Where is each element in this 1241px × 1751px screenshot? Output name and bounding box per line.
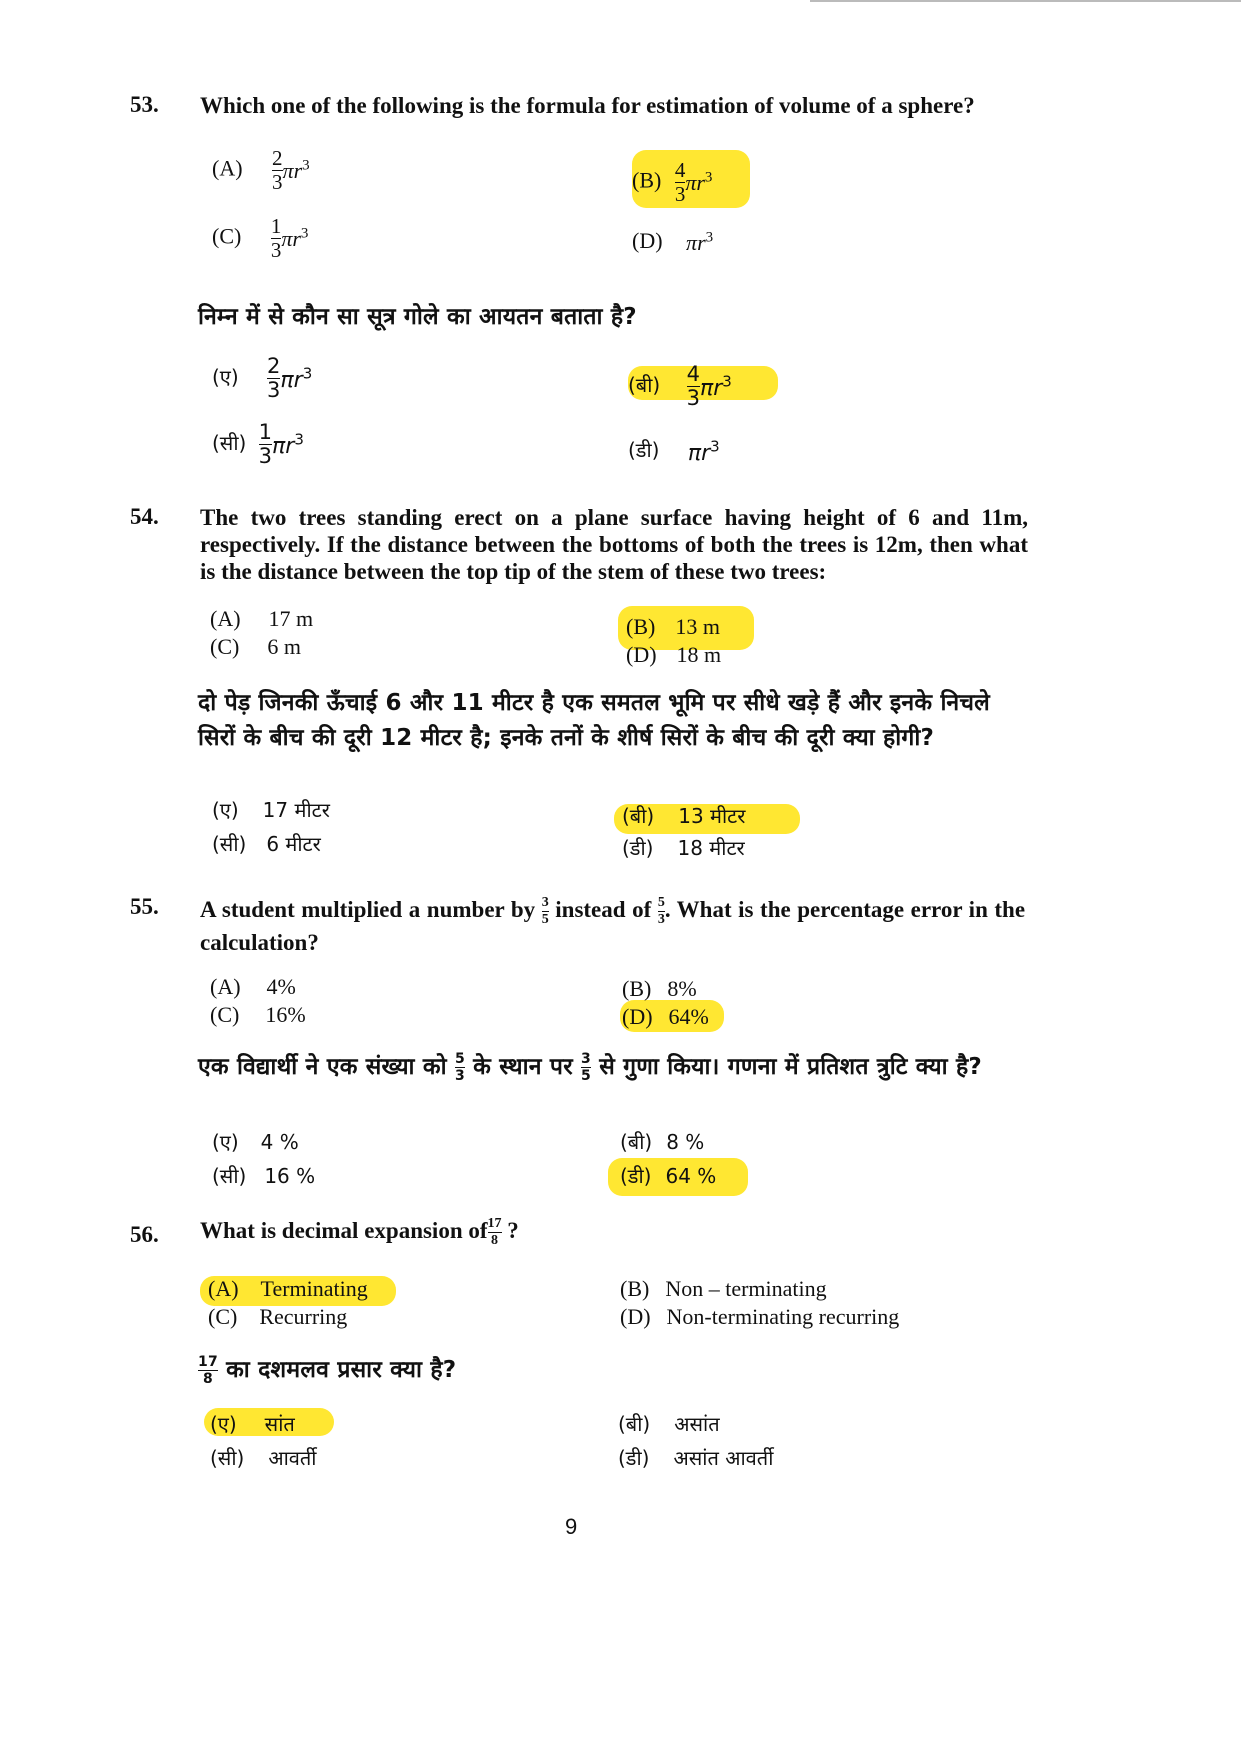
option-c	[210, 1002, 306, 1028]
option-value: 64%	[668, 1004, 709, 1029]
hindi-option-c	[212, 1162, 315, 1189]
option-d	[620, 1304, 899, 1330]
fraction: $\frac{4}{3}$	[674, 158, 686, 206]
hindi-option-a	[212, 796, 330, 823]
hindi-option-a	[212, 1128, 299, 1155]
option-label: (डी)	[628, 438, 660, 462]
option-value: 18 m	[676, 642, 722, 667]
option-value: 13 मीटर	[678, 804, 746, 828]
option-c	[212, 216, 308, 261]
option-label: (D)	[622, 1004, 653, 1029]
page-number: 9	[565, 1514, 578, 1539]
option-label: (B)	[626, 614, 656, 639]
pi-r-cubed: $\pi r^3$	[281, 225, 309, 251]
option-c	[208, 1304, 347, 1330]
option-value: सांत	[264, 1412, 295, 1436]
question-number: 54.	[130, 504, 159, 529]
pi-r-cubed: $\pi r^3$	[699, 372, 732, 401]
fraction: $\frac{3}{5}$	[581, 1051, 591, 1084]
option-label: (C)	[212, 223, 242, 249]
option-label: (C)	[210, 1002, 240, 1027]
option-a	[210, 606, 313, 632]
option-label: (A)	[208, 1276, 239, 1301]
question-number: 55.	[130, 894, 159, 919]
option-value: Terminating	[260, 1276, 368, 1301]
option-label: (बी)	[628, 373, 661, 397]
fraction: $\frac{2}{3}$	[267, 354, 281, 402]
pi-r-cubed: $\pi r^3$	[280, 364, 313, 393]
question-number: 53.	[130, 92, 159, 117]
option-label: (D)	[620, 1304, 651, 1329]
option-label: (ए)	[212, 365, 239, 389]
option-value: Recurring	[259, 1304, 348, 1329]
hindi-question-text: निम्न में से कौन सा सूत्र गोले का आयतन बताता है?	[198, 304, 637, 330]
hindi-question-text: $\frac{17}{8}$ का दशमलव प्रसार क्या है?	[198, 1354, 457, 1387]
pi-r-cubed: $\pi r^3$	[687, 437, 720, 466]
hindi-option-b	[622, 802, 745, 829]
option-label: (C)	[208, 1304, 238, 1329]
option-label: (B)	[622, 976, 652, 1001]
option-c	[210, 634, 301, 660]
fraction: $\frac{3}{5}$	[541, 895, 549, 928]
option-d	[622, 1004, 709, 1030]
fraction: $\frac{1}{3}$	[258, 420, 273, 468]
option-b	[626, 614, 720, 640]
option-label: (ए)	[210, 1412, 237, 1436]
option-label: (सी)	[212, 1164, 247, 1188]
option-label: (D)	[632, 228, 663, 253]
option-value: 64 %	[665, 1164, 717, 1188]
option-label: (B)	[632, 167, 662, 193]
option-value: Non – terminating	[665, 1276, 827, 1301]
option-label: (बी)	[622, 804, 655, 828]
hindi-question-text: दो पेड़ जिनकी ऊँचाई 6 और 11 मीटर है एक समतल भूमि पर सीधे खड़े हैं और इनके निचले सिरों के बीच की दूरी 12 मीटर है; इनके तनों के शीर्ष सिरों के बीच की दूरी क्या होगी?	[198, 690, 990, 751]
option-d	[632, 228, 713, 256]
option-value: असांत	[674, 1412, 720, 1436]
option-value: 6 m	[267, 634, 301, 659]
question-text: A student multiplied a number by $\frac{3}{5}$ instead of $\frac{5}{3}$ . What is the percentage error in the calculation?	[200, 895, 1026, 956]
option-value: 4 %	[260, 1130, 299, 1154]
option-b	[622, 976, 697, 1002]
hindi-option-d	[618, 1444, 773, 1471]
option-value: आवर्ती	[268, 1446, 317, 1470]
hindi-option-b	[628, 364, 732, 409]
option-value: 8%	[667, 976, 697, 1001]
option-label: (डी)	[620, 1164, 652, 1188]
option-label: (B)	[620, 1276, 650, 1301]
option-label: (ए)	[212, 798, 239, 822]
option-a	[212, 148, 310, 193]
option-value: Non-terminating recurring	[666, 1304, 900, 1329]
hindi-option-b	[620, 1128, 704, 1155]
option-label: (ए)	[212, 1130, 239, 1154]
option-value: 16%	[265, 1002, 306, 1027]
option-label: (डी)	[622, 836, 654, 860]
hindi-option-d	[620, 1162, 716, 1189]
fraction: $\frac{5}{3}$	[657, 895, 665, 928]
hindi-option-d	[628, 436, 720, 466]
option-value: 13 m	[675, 614, 720, 639]
question-text: Which one of the following is the formula for estimation of volume of a sphere?	[200, 93, 975, 118]
hindi-option-d	[622, 834, 745, 861]
fraction: $\frac{2}{3}$	[272, 146, 283, 194]
option-value: 4%	[266, 974, 296, 999]
option-label: (बी)	[618, 1412, 651, 1436]
question-text: The two trees standing erect on a plane surface having height of 6 and 11m, respectively. If the distance between the bottoms of both the trees is 12m, then what is the distance between the top tip of the stem of these two trees:	[200, 505, 1028, 584]
pi-r-cubed: $\pi r^3$	[686, 229, 714, 256]
option-b	[620, 1276, 827, 1302]
hindi-option-b	[618, 1410, 720, 1437]
option-value: 17 m	[268, 606, 314, 631]
option-label: (बी)	[620, 1130, 653, 1154]
option-a	[208, 1276, 368, 1302]
fraction: $\frac{1}{3}$	[270, 214, 282, 262]
fraction: $\frac{4}{3}$	[686, 362, 700, 410]
option-d	[626, 642, 721, 668]
option-label: (D)	[626, 642, 657, 667]
option-value: असांत आवर्ती	[673, 1446, 774, 1470]
option-label: (सी)	[212, 431, 247, 455]
pi-r-cubed: $\pi r^3$	[272, 430, 304, 459]
hindi-option-a	[212, 356, 312, 401]
question-number: 56.	[130, 1222, 159, 1247]
question-text: What is decimal expansion of $\frac{17}{8}$ ?	[200, 1216, 519, 1249]
option-label: (C)	[210, 634, 240, 659]
option-b	[632, 160, 712, 205]
hindi-option-c	[210, 1444, 316, 1471]
hindi-option-a	[210, 1410, 295, 1437]
pi-r-cubed: $\pi r^3$	[282, 157, 310, 183]
option-value: 18 मीटर	[677, 836, 745, 860]
hindi-question-text: एक विद्यार्थी ने एक संख्या को $\frac{5}{3}$ के स्थान पर $\frac{3}{5}$ से गुणा किया। गणना में प्रतिशत त्रुटि क्या है?	[198, 1051, 982, 1084]
hindi-option-c	[212, 830, 321, 857]
fraction: $\frac{17}{8}$	[487, 1216, 502, 1249]
option-a	[210, 974, 296, 1000]
fraction: $\frac{5}{3}$	[454, 1051, 465, 1084]
option-value: 6 मीटर	[266, 832, 321, 856]
option-value: 8 %	[666, 1130, 705, 1154]
option-label: (A)	[210, 606, 241, 631]
option-label: (A)	[210, 974, 241, 999]
option-label: (सी)	[210, 1446, 245, 1470]
option-label: (A)	[212, 155, 243, 181]
hindi-option-c	[212, 422, 304, 467]
pi-r-cubed: $\pi r^3$	[685, 169, 713, 195]
top-border-line	[810, 0, 1241, 2]
option-label: (सी)	[212, 832, 247, 856]
option-value: 16 %	[264, 1164, 316, 1188]
option-value: 17 मीटर	[262, 798, 330, 822]
option-label: (डी)	[618, 1446, 650, 1470]
fraction: $\frac{17}{8}$	[198, 1354, 218, 1387]
